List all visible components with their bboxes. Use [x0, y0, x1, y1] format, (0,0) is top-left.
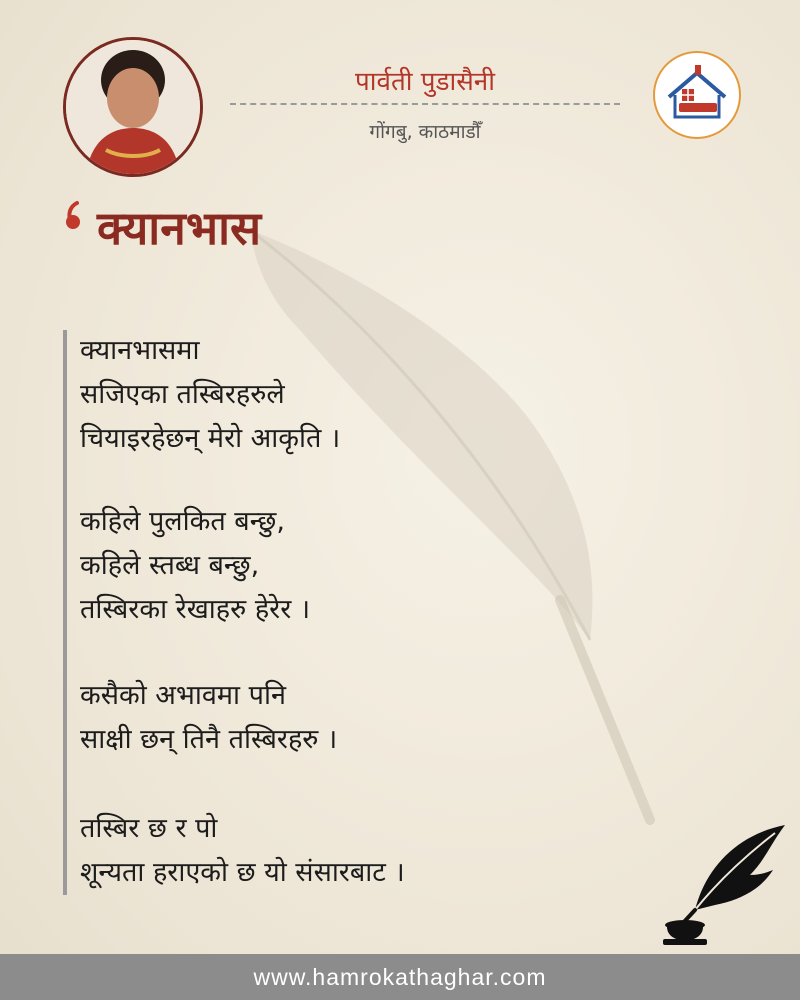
poem-line: तस्बिर छ र पो [80, 813, 218, 844]
poem-line: तस्बिरका रेखाहरु हेरेर । [80, 594, 311, 625]
poem-line: चियाइरहेछन् मेरो आकृति । [80, 423, 341, 454]
header-divider [230, 103, 620, 105]
stanza-3 [80, 674, 337, 762]
author-location: गोंगबु, काठमाडौँ [369, 121, 481, 143]
stanza-4 [80, 807, 405, 895]
poem-line: सजिएका तस्बिरहरुले [80, 379, 285, 410]
poem-line: कहिले पुलकित बन्छु, [80, 506, 285, 537]
opening-quote-icon [62, 200, 84, 232]
author-avatar [63, 37, 203, 177]
stanza-1 [80, 329, 340, 461]
site-logo[interactable] [653, 51, 741, 139]
poem-line: कसैको अभावमा पनि [80, 680, 286, 711]
poem-line: कहिले स्तब्ध बन्छु, [80, 550, 260, 581]
poem-line: साक्षी छन् तिनै तस्बिरहरु । [80, 724, 338, 755]
footer-bar [0, 954, 800, 1000]
poem-title: क्यानभास [97, 201, 262, 255]
poem-side-bar [63, 330, 67, 895]
quill-inkpot-icon [655, 815, 790, 955]
stanza-2 [80, 500, 310, 632]
author-name: पार्वती पुडासैनी [355, 67, 495, 97]
poem-line: क्यानभासमा [80, 335, 200, 366]
website-link[interactable]: www.hamrokathaghar.com [253, 963, 547, 990]
house-logo-icon [655, 53, 739, 137]
poem-line: शून्यता हराएको छ यो संसारबाट । [80, 857, 405, 888]
